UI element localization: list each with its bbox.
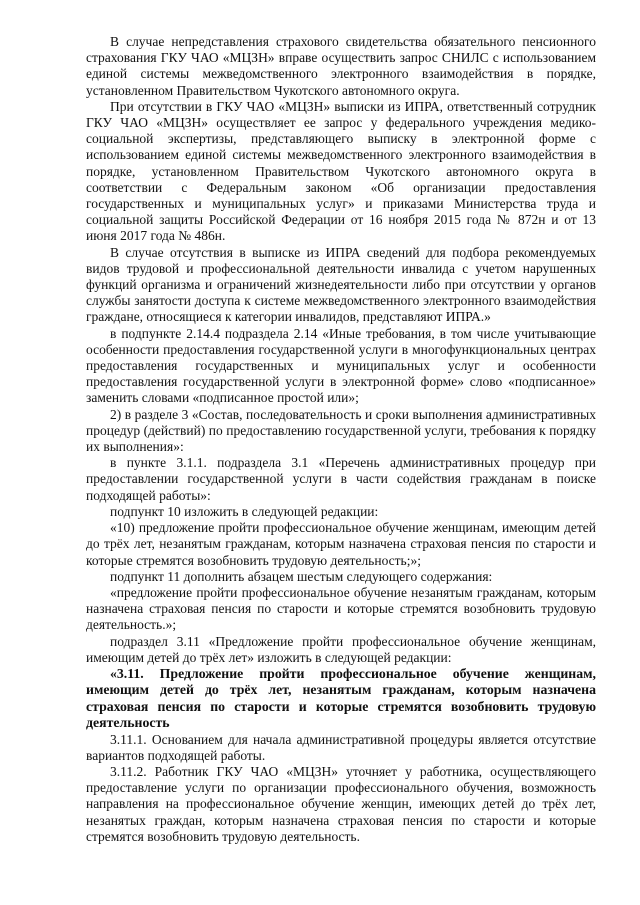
paragraph-clause-3-1-1: в пункте 3.1.1. подраздела 3.1 «Перечень административных процедур при предоставлении государственной услуги в части содействия гражданам в поиске подходящей работы»: <box>86 455 596 503</box>
paragraph-ipra-missing-info: В случае отсутствия в выписке из ИПРА сведений для подбора рекомендуемых видов трудовой и профессиональной деятельности инвалида с учетом нарушенных функций организма и ограничений жизнедеятельности либо при отсутствии у органов службы занятости доступа к системе межведомственного электронного взаимодействия граждане, относящиеся к категории инвалидов, представляют ИПРА.» <box>86 244 596 325</box>
paragraph-subsection-3-11-intro: подраздел 3.11 «Предложение пройти профессиональное обучение женщинам, имеющим детей до трёх лет» изложить в следующей редакции: <box>86 633 596 665</box>
section-heading-3-11: «3.11. Предложение пройти профессиональное обучение женщинам, имеющим детей до трёх лет, незанятым гражданам, которым назначена страховая пенсия по старости и которые стремятся возобновить трудовую деятельность <box>86 665 596 731</box>
paragraph-3-11-1: 3.11.1. Основанием для начала административной процедуры является отсутствие вариантов подходящей работы. <box>86 731 596 763</box>
paragraph-subclause-11-intro: подпункт 11 дополнить абзацем шестым следующего содержания: <box>110 568 493 584</box>
paragraph-subclause-2-14-4: в подпункте 2.14.4 подраздела 2.14 «Иные требования, в том числе учитывающие особенности предоставления государственной услуги в многофункциональных центрах предоставления государственных и муниципальных услуг и особенности предоставления государственной услуги в электронной форме» слово «подписанное» заменить словами «подписанное простой или»; <box>86 325 596 406</box>
paragraph-subclause-11-text: «предложение пройти профессиональное обучение незанятым гражданам, которым назначена страховая пенсия по старости и которые стремятся возобновить трудовую деятельность.»; <box>86 584 596 633</box>
paragraph-snils-request: В случае непредставления страхового свидетельства обязательного пенсионного страхования ГКУ ЧАО «МЦЗН» вправе осуществить запрос СНИЛС с использованием единой системы межведомственного электронного взаимодействия в порядке, установленном Правительством Чукотского автономного округа. <box>86 34 596 98</box>
paragraph-subclause-10-intro: подпункт 10 изложить в следующей редакции: <box>110 503 379 519</box>
paragraph-subclause-10-text: «10) предложение пройти профессиональное обучение женщинам, имеющим детей до трёх лет, незанятым гражданам, которым назначена страховая пенсия по старости и которые стремятся возобновить трудовую деятельность;»; <box>86 520 596 568</box>
paragraph-section-3: 2) в разделе 3 «Состав, последовательность и сроки выполнения административных процедур (действий) по предоставлению государственной услуги, требования к порядку их выполнения»: <box>86 406 596 455</box>
paragraph-3-11-2: 3.11.2. Работник ГКУ ЧАО «МЦЗН» уточняет у работника, осуществляющего предоставление услуги по организации профессионального обучения, возможность направления на профессиональное обучение женщин, имеющих детей до трёх лет, незанятых граждан, которым назначена страховая пенсия по старости и которые стремятся возобновить трудовую деятельность. <box>86 763 596 844</box>
paragraph-ipra-request: При отсутствии в ГКУ ЧАО «МЦЗН» выписки из ИПРА, ответственный сотрудник ГКУ ЧАО «МЦЗН» осуществляет ее запрос у федерального учреждения медико-социальной экспертизы, представляющего выписку в электронной форме с использованием единой системы межведомственного электронного взаимодействия в порядке, установленном Правительством Чукотского автономного округа в соответствии с Федеральным законом «Об организации предоставления государственных и муниципальных услуг» и приказами Министерства труда и социальной защиты Российской Федерации от 16 ноября 2015 года № 872н и от 13 июня 2017 года № 486н. <box>86 98 596 244</box>
